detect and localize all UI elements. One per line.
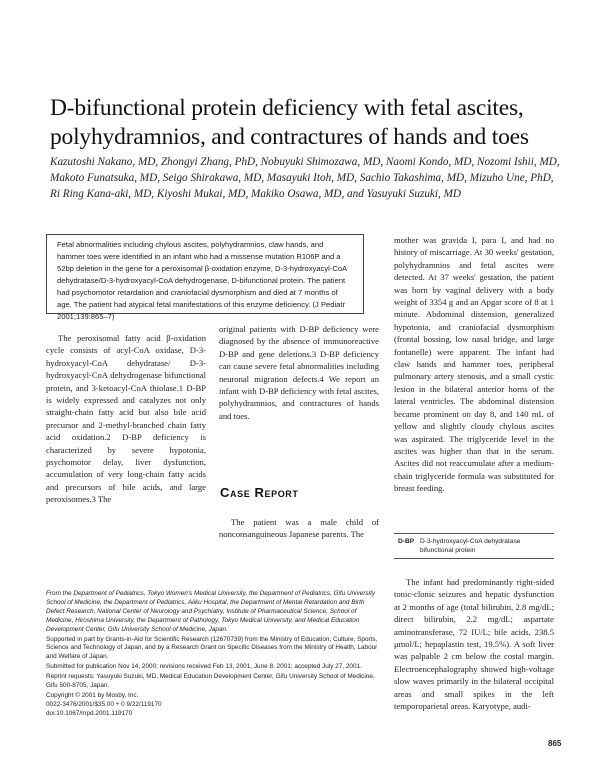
body-column-2 [219,323,379,422]
abbreviation-box [394,533,554,559]
abbreviation-term: D-BP [398,538,415,545]
case-report-column [219,516,379,541]
footnotes [46,590,379,719]
reprint-footnote: Reprint requests: Yasuyuki Suzuki, MD, Medical Education Development Center, Gifu University School of Medicine, Gifu 500-8705, Japan. [46,673,375,690]
author-list: Kazutoshi Nakano, MD, Zhongyi Zhang, PhD, Nobuyuki Shimozawa, MD, Naomi Kondo, MD, Nozomi Ishii, MD, Makoto Funatsuka, MD, Seigo Shirakawa, MD, Masayuki Itoh, MD, Sachio Takashima, MD, Mizuho Une, PhD, Ri Ring Kana-aki, MD, Kiyoshi Mukai, MD, Makiko Osawa, MD, and Yasuyuki Suzuki, MD [50,156,560,200]
doi-line: doi:10.1067/mpd.2001.119170 [46,709,133,717]
copyright-line: Copyright © 2001 by Mosby, Inc. [46,691,139,699]
abstract-box [46,234,364,321]
intro-continued-paragraph: original patients with D-BP deficiency were diagnosed by the absence of immunoreactive D-BP and gene deletions.3 D-BP deficiency can cause severe fetal abnormalities including neuronal migration defects.4 We report an infant with D-BP deficiency with fetal ascites, polyhydramnios, and contractures of hands and toes. [219,324,379,421]
case-details-paragraph: mother was gravida I, para I, and had no history of miscarriage. At 30 weeks' gestation, polyhydramnios and fetal ascites were detected. At 37 weeks' gestation, the patient was born by vaginal delivery with a body weight of 3354 g and an Apgar score of 8 at 1 minute. Abdominal distension, generalized hypotonia, and craniofacial dysmorphism (frontal bossing, low nasal bridge, and large fontanelle) were apparent. The infant had claw hands and hammer toes, peripheral pulmonary artery stenosis, and a small cystic lesion in the bilateral anterior horns of the lateral ventricles. The abdominal distension became prominent on day 8, and 140 mL of yellow and slightly cloudy chylous ascites was aspirated. The triglyceride level in the ascites was higher than that in the serum. Ascites did not reaccumulate after a medium-chain triglyceride formula was substituted for breast feeding. [394,235,554,494]
affiliations-footnote: From the Department of Pediatrics, Tokyo Women's Medical University, the Department of Pediatrics, Gifu University School of Medicine, the Department of Pediatrics, Aiiku Hospital, the Department of Mental Retardation and Birth Defect Research, National Center of Neurology and Psychiatry, Institute of Pharmaceutical Science, School of Medicine, Hiroshima University, the Department of Pathology, Tokyo Medical University, and Medical Education Development Center, Gifu University School of Medicine, Japan. [46,590,376,633]
body-column-1 [46,332,206,506]
abstract-text: Fetal abnormalities including chylous ascites, polyhydramnios, claw hands, and hammer toes were identified in an infant who had a missense mutation R106P and a 52bp deletion in the gene for a peroxisomal β-oxidation enzyme, D-3-hydroxyacyl-CoA dehydratase/D-3-hydroxyacyl-CoA dehydrogenase, D-bifunctional protein. The patient had psychomotor retardation and craniofacial dysmorphism and died at 7 months of age. The patient had atypical fetal manifestations of this enzyme deficiency. (J Pediatr 2001;139:865–7) [57,240,347,321]
support-footnote: Supported in part by Grants-in-Aid for Scientific Research (12670739) from the Ministry of Education, Culture, Sports, Science and Technology of Japan, and by a Research Grant on Specific Diseases from the Ministry of Health, Labour and Welfare of Japan. [46,635,378,661]
clinical-course-paragraph: The infant had predominantly right-sided tonic-clonic seizures and hepatic dysfunction at 2 months of age (total bilirubin, 2.8 mg/dL; direct bilirubin, 2.2 mg/dL; aspartate aminotransferase, 72 IU/L; bile acids, 238.5 μmol/L; hepaplastin test, 19.5%). A soft liver was palpable 2 cm below the costal margin. Electroencephalography showed high-voltage slow waves primarily in the bilateral occipital areas and small spikes in the left temporoparietal areas. Karyotype, audi- [394,577,554,712]
abbreviation-definition: D-3-hydroxyacyl-CoA dehydratase bifunctional protein [420,538,521,554]
section-heading-case-report: Case Report [220,485,299,500]
body-column-3 [394,234,554,495]
case-report-paragraph: The patient was a male child of nonconsanguineous Japanese parents. The [219,517,379,540]
intro-paragraph: The peroxisomal fatty acid β-oxidation cycle consists of acyl-CoA oxidase, D-3-hydroxyacyl-CoA dehydratase/ D-3-hydroxyacyl-CoA dehydrogenase bifunctional protein, and 3-ketoacyl-CoA thiolase.1 D-BP is widely expressed and catalyzes not only straight-chain fatty acid but also bile acid precursor and 2-methyl-branched chain fatty acid oxidation.2 D-BP deficiency is characterized by severe hypotonia, psychomotor delay, liver dysfunction, accumulation of very long-chain fatty acids and precursors of bile acids, and large peroxisomes.3 The [46,333,206,505]
issn-line: 0022-3476/2001/$35.00 + 0 9/22/119170 [46,700,162,708]
article-title: D-bifunctional protein deficiency with fetal ascites, polyhydramnios, and contractures of hands and toes [50,95,529,150]
submission-footnote: Submitted for publication Nov 14, 2000; revisions received Feb 13, 2001, June 8, 2001; accepted July 27, 2001. [46,663,362,671]
page-number: 865 [548,739,562,748]
body-column-3-lower [394,576,554,712]
